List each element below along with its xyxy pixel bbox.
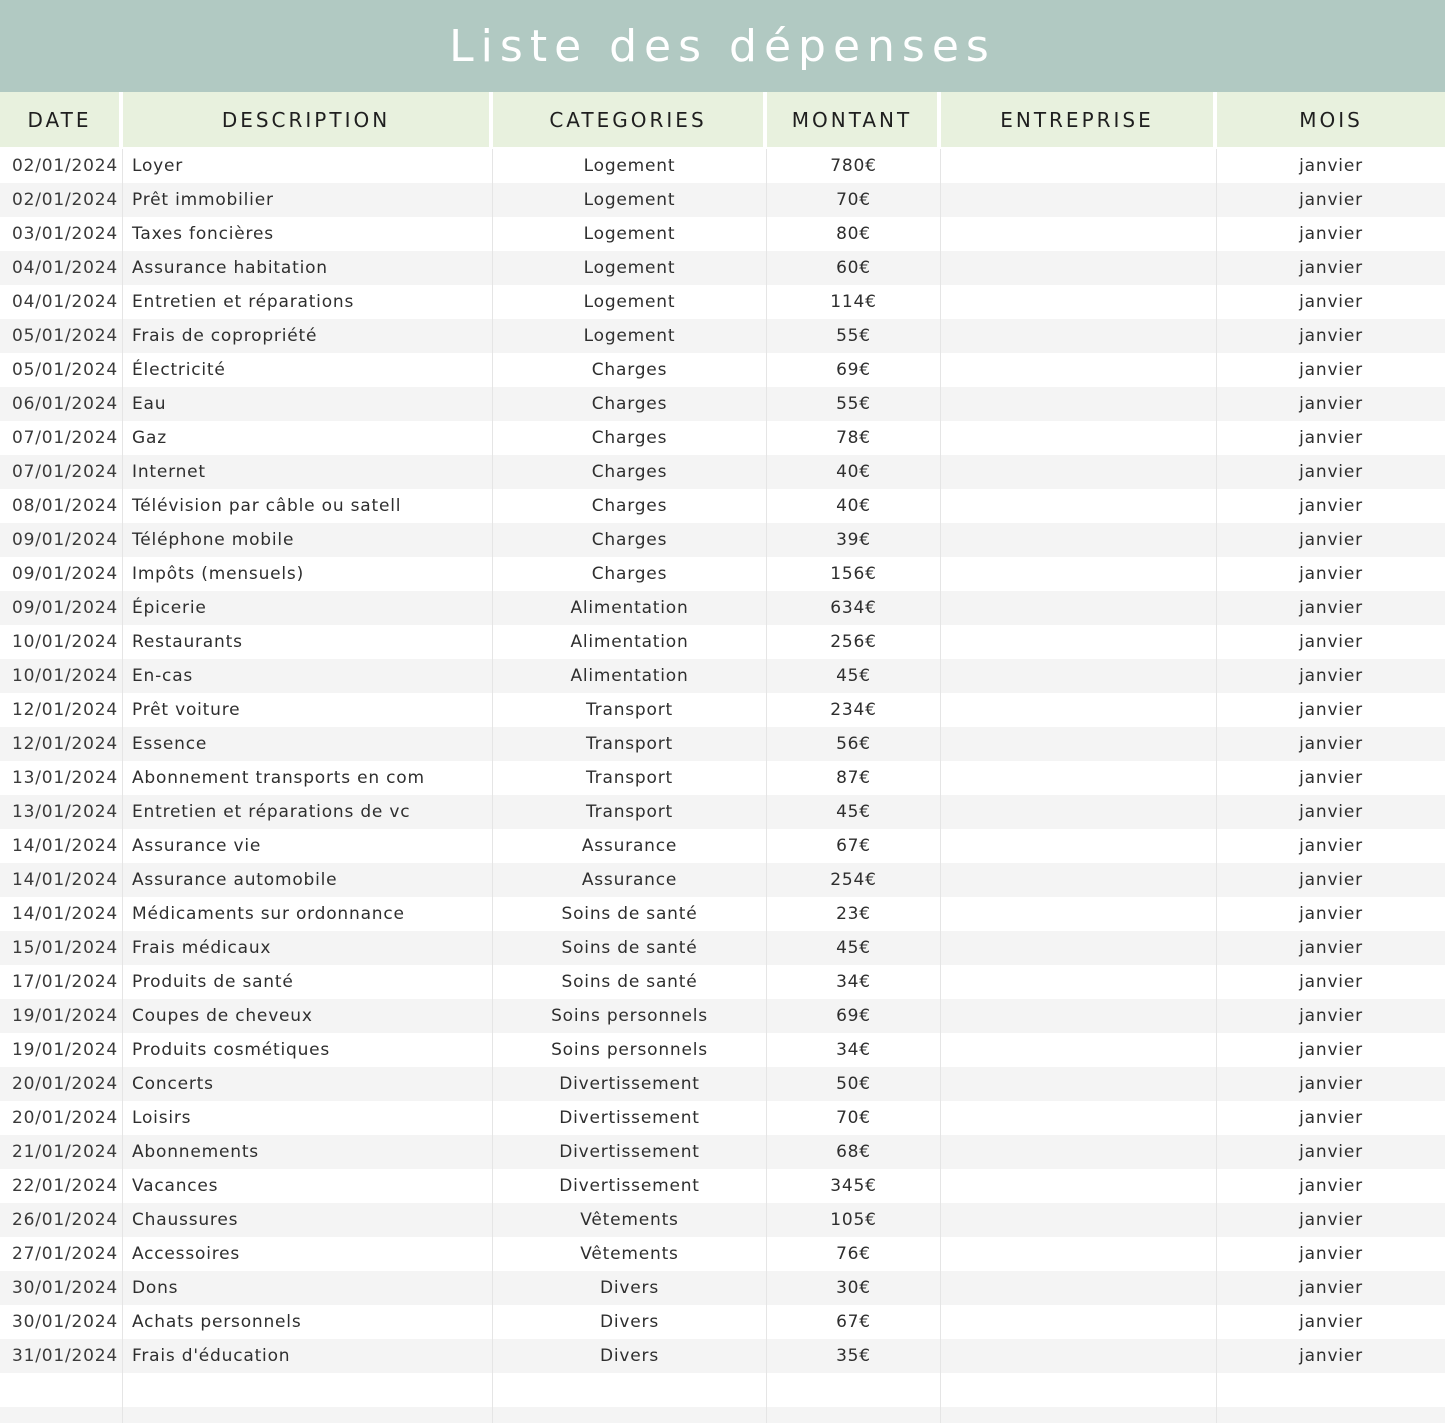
cell-date[interactable]: 12/01/2024 <box>0 727 123 761</box>
cell-company[interactable] <box>941 353 1217 387</box>
cell-date[interactable]: 15/01/2024 <box>0 931 123 965</box>
cell-month[interactable]: janvier <box>1299 1176 1363 1196</box>
table-row <box>0 829 1445 863</box>
cell-company[interactable] <box>941 1067 1217 1101</box>
cell-amount[interactable]: 76€ <box>767 1237 941 1271</box>
cell-date[interactable]: 10/01/2024 <box>0 625 123 659</box>
cell-description[interactable]: Internet <box>123 455 493 489</box>
cell-category[interactable]: Divertissement <box>493 1101 767 1135</box>
table-row <box>0 727 1445 761</box>
cell-description[interactable]: Entretien et réparations de vc <box>123 795 493 829</box>
cell-category[interactable]: Logement <box>493 183 767 217</box>
table-row <box>0 999 1445 1033</box>
cell-category[interactable]: Soins personnels <box>493 999 767 1033</box>
table-row <box>0 1067 1445 1101</box>
cell-category[interactable]: Logement <box>493 285 767 319</box>
cell-date[interactable]: 21/01/2024 <box>0 1135 123 1169</box>
cell-month[interactable]: janvier <box>1299 1210 1363 1230</box>
cell-date[interactable]: 02/01/2024 <box>0 149 123 183</box>
cell-company[interactable] <box>941 727 1217 761</box>
table-row <box>0 1271 1445 1305</box>
cell-amount[interactable]: 55€ <box>767 387 941 421</box>
cell-date[interactable]: 14/01/2024 <box>0 897 123 931</box>
cell-company[interactable] <box>941 149 1217 183</box>
cell-description[interactable]: Frais médicaux <box>123 931 493 965</box>
cell-date[interactable]: 13/01/2024 <box>0 795 123 829</box>
cell-month[interactable]: janvier <box>1299 564 1363 584</box>
cell-description[interactable]: Accessoires <box>123 1237 493 1271</box>
cell-month[interactable]: janvier <box>1299 394 1363 414</box>
cell-category[interactable]: Divers <box>493 1339 767 1373</box>
cell-month[interactable]: janvier <box>1299 836 1363 856</box>
cell-date[interactable]: 09/01/2024 <box>0 557 123 591</box>
cell-month[interactable]: janvier <box>1299 1006 1363 1026</box>
cell-date[interactable]: 08/01/2024 <box>0 489 123 523</box>
cell-company[interactable] <box>941 217 1217 251</box>
cell-date[interactable]: 17/01/2024 <box>0 965 123 999</box>
cell-company[interactable] <box>941 489 1217 523</box>
table-row <box>0 1373 1445 1407</box>
cell-date[interactable] <box>0 1407 123 1423</box>
cell-description[interactable]: Assurance automobile <box>123 863 493 897</box>
cell-amount[interactable]: 69€ <box>767 353 941 387</box>
cell-month[interactable]: janvier <box>1299 462 1363 482</box>
cell-category[interactable]: Logement <box>493 217 767 251</box>
cell-month[interactable]: janvier <box>1299 802 1363 822</box>
title-bar <box>0 0 1445 92</box>
cell-company[interactable] <box>941 1237 1217 1271</box>
cell-amount[interactable]: 67€ <box>767 829 941 863</box>
cell-month[interactable]: janvier <box>1299 1108 1363 1128</box>
cell-description[interactable]: Médicaments sur ordonnance <box>123 897 493 931</box>
cell-company[interactable] <box>941 1033 1217 1067</box>
column-header-categories[interactable]: CATEGORIES <box>493 92 767 147</box>
cell-amount[interactable]: 34€ <box>767 1033 941 1067</box>
cell-amount[interactable]: 234€ <box>767 693 941 727</box>
cell-company[interactable] <box>941 1101 1217 1135</box>
table-row <box>0 1033 1445 1067</box>
cell-company[interactable] <box>941 455 1217 489</box>
cell-category[interactable]: Charges <box>493 523 767 557</box>
cell-category[interactable]: Assurance <box>493 863 767 897</box>
cell-description[interactable]: Entretien et réparations <box>123 285 493 319</box>
table-row <box>0 1237 1445 1271</box>
cell-description[interactable]: Assurance vie <box>123 829 493 863</box>
cell-date[interactable] <box>0 1373 123 1407</box>
cell-amount[interactable]: 40€ <box>767 455 941 489</box>
cell-amount[interactable]: 70€ <box>767 1101 941 1135</box>
table-row <box>0 387 1445 421</box>
table-row <box>0 625 1445 659</box>
column-header-mois[interactable]: MOIS <box>1217 92 1445 147</box>
cell-amount[interactable]: 55€ <box>767 319 941 353</box>
cell-category[interactable]: Vêtements <box>493 1237 767 1271</box>
table-row <box>0 183 1445 217</box>
table-row <box>0 1305 1445 1339</box>
cell-description[interactable]: Loisirs <box>123 1101 493 1135</box>
cell-category[interactable]: Divertissement <box>493 1169 767 1203</box>
cell-amount[interactable]: 68€ <box>767 1135 941 1169</box>
cell-month[interactable]: janvier <box>1299 1142 1363 1162</box>
cell-amount[interactable]: 105€ <box>767 1203 941 1237</box>
cell-amount[interactable]: 70€ <box>767 183 941 217</box>
cell-description[interactable]: Électricité <box>123 353 493 387</box>
cell-amount[interactable] <box>767 1407 941 1423</box>
cell-category[interactable]: Divertissement <box>493 1135 767 1169</box>
cell-month[interactable]: janvier <box>1299 224 1363 244</box>
table-row <box>0 1203 1445 1237</box>
cell-amount[interactable]: 45€ <box>767 931 941 965</box>
cell-company[interactable] <box>941 1203 1217 1237</box>
cell-month[interactable]: janvier <box>1299 360 1363 380</box>
cell-company[interactable] <box>941 795 1217 829</box>
cell-date[interactable]: 10/01/2024 <box>0 659 123 693</box>
cell-month[interactable]: janvier <box>1299 632 1363 652</box>
cell-company[interactable] <box>941 863 1217 897</box>
cell-description[interactable]: Dons <box>123 1271 493 1305</box>
cell-month[interactable]: janvier <box>1299 938 1363 958</box>
cell-category[interactable]: Charges <box>493 353 767 387</box>
cell-category[interactable]: Vêtements <box>493 1203 767 1237</box>
cell-month[interactable]: janvier <box>1299 972 1363 992</box>
cell-category[interactable]: Alimentation <box>493 625 767 659</box>
cell-description[interactable]: Télévision par câble ou satell <box>123 489 493 523</box>
cell-category[interactable]: Transport <box>493 761 767 795</box>
table-row <box>0 489 1445 523</box>
cell-date[interactable]: 06/01/2024 <box>0 387 123 421</box>
cell-category[interactable]: Soins de santé <box>493 897 767 931</box>
cell-category[interactable]: Logement <box>493 251 767 285</box>
cell-category[interactable]: Soins de santé <box>493 965 767 999</box>
cell-amount[interactable]: 78€ <box>767 421 941 455</box>
cell-date[interactable]: 09/01/2024 <box>0 523 123 557</box>
table-row <box>0 319 1445 353</box>
cell-amount[interactable]: 39€ <box>767 523 941 557</box>
cell-description[interactable]: Abonnements <box>123 1135 493 1169</box>
cell-category[interactable]: Charges <box>493 455 767 489</box>
cell-company[interactable] <box>941 693 1217 727</box>
table-row <box>0 659 1445 693</box>
cell-company[interactable] <box>941 999 1217 1033</box>
cell-amount[interactable]: 254€ <box>767 863 941 897</box>
cell-company[interactable] <box>941 1407 1217 1423</box>
cell-description[interactable]: Gaz <box>123 421 493 455</box>
cell-category[interactable]: Divers <box>493 1271 767 1305</box>
cell-company[interactable] <box>941 965 1217 999</box>
cell-month[interactable]: janvier <box>1299 1040 1363 1060</box>
cell-month[interactable]: janvier <box>1299 292 1363 312</box>
cell-company[interactable] <box>941 829 1217 863</box>
table-row <box>0 863 1445 897</box>
cell-company[interactable] <box>941 659 1217 693</box>
cell-amount[interactable]: 256€ <box>767 625 941 659</box>
cell-month[interactable]: janvier <box>1299 326 1363 346</box>
cell-month[interactable]: janvier <box>1299 156 1363 176</box>
cell-date[interactable]: 20/01/2024 <box>0 1101 123 1135</box>
cell-category[interactable]: Charges <box>493 489 767 523</box>
cell-description[interactable]: Produits cosmétiques <box>123 1033 493 1067</box>
table-row <box>0 149 1445 183</box>
cell-category[interactable]: Transport <box>493 727 767 761</box>
cell-amount[interactable]: 45€ <box>767 659 941 693</box>
cell-company[interactable] <box>941 421 1217 455</box>
cell-amount[interactable]: 69€ <box>767 999 941 1033</box>
cell-description[interactable]: Abonnement transports en com <box>123 761 493 795</box>
cell-amount[interactable]: 50€ <box>767 1067 941 1101</box>
cell-description[interactable]: Vacances <box>123 1169 493 1203</box>
cell-amount[interactable] <box>767 1373 941 1407</box>
cell-date[interactable]: 31/01/2024 <box>0 1339 123 1373</box>
page-title: Liste des dépenses <box>449 20 996 72</box>
cell-date[interactable]: 30/01/2024 <box>0 1271 123 1305</box>
cell-amount[interactable]: 87€ <box>767 761 941 795</box>
table-row <box>0 1339 1445 1373</box>
cell-amount[interactable]: 34€ <box>767 965 941 999</box>
cell-category[interactable]: Charges <box>493 557 767 591</box>
cell-description[interactable]: Essence <box>123 727 493 761</box>
expense-table-body <box>0 149 1445 1423</box>
cell-date[interactable]: 07/01/2024 <box>0 455 123 489</box>
cell-category[interactable] <box>493 1373 767 1407</box>
cell-company[interactable] <box>941 1373 1217 1407</box>
column-header-description[interactable]: DESCRIPTION <box>123 92 493 147</box>
cell-amount[interactable]: 345€ <box>767 1169 941 1203</box>
cell-company[interactable] <box>941 625 1217 659</box>
cell-description[interactable]: Achats personnels <box>123 1305 493 1339</box>
cell-amount[interactable]: 23€ <box>767 897 941 931</box>
cell-description[interactable]: Chaussures <box>123 1203 493 1237</box>
cell-description[interactable] <box>123 1373 493 1407</box>
cell-description[interactable]: Coupes de cheveux <box>123 999 493 1033</box>
cell-category[interactable]: Transport <box>493 693 767 727</box>
table-row <box>0 251 1445 285</box>
cell-category[interactable]: Alimentation <box>493 591 767 625</box>
cell-category[interactable]: Transport <box>493 795 767 829</box>
cell-month[interactable]: janvier <box>1299 904 1363 924</box>
cell-company[interactable] <box>941 1305 1217 1339</box>
cell-date[interactable]: 22/01/2024 <box>0 1169 123 1203</box>
cell-company[interactable] <box>941 557 1217 591</box>
cell-company[interactable] <box>941 1169 1217 1203</box>
table-row <box>0 421 1445 455</box>
cell-description[interactable] <box>123 1407 493 1423</box>
cell-description[interactable]: Prêt voiture <box>123 693 493 727</box>
cell-category[interactable]: Logement <box>493 149 767 183</box>
cell-date[interactable]: 26/01/2024 <box>0 1203 123 1237</box>
cell-month[interactable]: janvier <box>1299 258 1363 278</box>
cell-month[interactable]: janvier <box>1299 1074 1363 1094</box>
cell-description[interactable]: Assurance habitation <box>123 251 493 285</box>
table-row <box>0 523 1445 557</box>
cell-amount[interactable]: 35€ <box>767 1339 941 1373</box>
cell-category[interactable]: Charges <box>493 421 767 455</box>
cell-description[interactable]: Loyer <box>123 149 493 183</box>
cell-company[interactable] <box>941 251 1217 285</box>
cell-category[interactable]: Divers <box>493 1305 767 1339</box>
cell-description[interactable]: Restaurants <box>123 625 493 659</box>
table-row <box>0 455 1445 489</box>
cell-company[interactable] <box>941 1271 1217 1305</box>
cell-month[interactable]: janvier <box>1299 1312 1363 1332</box>
cell-date[interactable]: 19/01/2024 <box>0 999 123 1033</box>
cell-company[interactable] <box>941 1339 1217 1373</box>
cell-date[interactable]: 14/01/2024 <box>0 863 123 897</box>
cell-date[interactable]: 02/01/2024 <box>0 183 123 217</box>
cell-company[interactable] <box>941 1135 1217 1169</box>
cell-amount[interactable]: 30€ <box>767 1271 941 1305</box>
cell-category[interactable]: Soins personnels <box>493 1033 767 1067</box>
cell-description[interactable]: Frais d'éducation <box>123 1339 493 1373</box>
column-header-date[interactable]: DATE <box>0 92 123 147</box>
cell-month[interactable]: janvier <box>1299 666 1363 686</box>
cell-date[interactable]: 05/01/2024 <box>0 353 123 387</box>
cell-month[interactable]: janvier <box>1299 190 1363 210</box>
cell-amount[interactable]: 45€ <box>767 795 941 829</box>
cell-description[interactable]: Taxes foncières <box>123 217 493 251</box>
cell-month[interactable]: janvier <box>1299 700 1363 720</box>
cell-company[interactable] <box>941 761 1217 795</box>
table-row <box>0 897 1445 931</box>
cell-description[interactable]: Impôts (mensuels) <box>123 557 493 591</box>
table-row <box>0 965 1445 999</box>
cell-month[interactable]: janvier <box>1299 870 1363 890</box>
cell-month[interactable]: janvier <box>1299 1244 1363 1264</box>
cell-date[interactable]: 20/01/2024 <box>0 1067 123 1101</box>
cell-category[interactable] <box>493 1407 767 1423</box>
table-row <box>0 1169 1445 1203</box>
cell-date[interactable]: 14/01/2024 <box>0 829 123 863</box>
cell-description[interactable]: En-cas <box>123 659 493 693</box>
cell-category[interactable]: Soins de santé <box>493 931 767 965</box>
cell-category[interactable]: Divertissement <box>493 1067 767 1101</box>
column-header-montant[interactable]: MONTANT <box>767 92 941 147</box>
table-row <box>0 761 1445 795</box>
cell-date[interactable]: 04/01/2024 <box>0 251 123 285</box>
cell-company[interactable] <box>941 387 1217 421</box>
cell-amount[interactable]: 40€ <box>767 489 941 523</box>
cell-category[interactable]: Assurance <box>493 829 767 863</box>
table-row <box>0 285 1445 319</box>
table-row <box>0 1407 1445 1423</box>
cell-amount[interactable]: 60€ <box>767 251 941 285</box>
cell-category[interactable]: Charges <box>493 387 767 421</box>
cell-date[interactable]: 09/01/2024 <box>0 591 123 625</box>
cell-amount[interactable]: 56€ <box>767 727 941 761</box>
cell-date[interactable]: 12/01/2024 <box>0 693 123 727</box>
cell-month[interactable]: janvier <box>1299 428 1363 448</box>
cell-amount[interactable]: 114€ <box>767 285 941 319</box>
table-row <box>0 557 1445 591</box>
cell-description[interactable]: Produits de santé <box>123 965 493 999</box>
cell-month[interactable]: janvier <box>1299 496 1363 516</box>
cell-amount[interactable]: 80€ <box>767 217 941 251</box>
cell-company[interactable] <box>941 591 1217 625</box>
table-row <box>0 591 1445 625</box>
cell-description[interactable]: Eau <box>123 387 493 421</box>
table-header <box>0 92 1445 149</box>
cell-category[interactable]: Alimentation <box>493 659 767 693</box>
cell-description[interactable]: Épicerie <box>123 591 493 625</box>
cell-month[interactable] <box>1217 1407 1445 1423</box>
cell-description[interactable]: Téléphone mobile <box>123 523 493 557</box>
cell-company[interactable] <box>941 183 1217 217</box>
table-row <box>0 353 1445 387</box>
cell-date[interactable]: 13/01/2024 <box>0 761 123 795</box>
cell-company[interactable] <box>941 897 1217 931</box>
cell-month[interactable]: janvier <box>1299 1278 1363 1298</box>
table-row <box>0 1135 1445 1169</box>
cell-date[interactable]: 07/01/2024 <box>0 421 123 455</box>
table-row <box>0 795 1445 829</box>
cell-amount[interactable]: 156€ <box>767 557 941 591</box>
cell-date[interactable]: 03/01/2024 <box>0 217 123 251</box>
cell-company[interactable] <box>941 931 1217 965</box>
cell-month[interactable]: janvier <box>1299 598 1363 618</box>
cell-date[interactable]: 19/01/2024 <box>0 1033 123 1067</box>
cell-description[interactable]: Concerts <box>123 1067 493 1101</box>
cell-month[interactable]: janvier <box>1299 734 1363 754</box>
cell-description[interactable]: Prêt immobilier <box>123 183 493 217</box>
cell-company[interactable] <box>941 285 1217 319</box>
cell-company[interactable] <box>941 523 1217 557</box>
cell-month[interactable]: janvier <box>1299 530 1363 550</box>
cell-amount[interactable]: 67€ <box>767 1305 941 1339</box>
cell-date[interactable]: 05/01/2024 <box>0 319 123 353</box>
table-row <box>0 693 1445 727</box>
cell-category[interactable]: Logement <box>493 319 767 353</box>
cell-month[interactable]: janvier <box>1299 768 1363 788</box>
cell-amount[interactable]: 634€ <box>767 591 941 625</box>
cell-description[interactable]: Frais de copropriété <box>123 319 493 353</box>
table-row <box>0 1101 1445 1135</box>
cell-month[interactable] <box>1217 1373 1445 1407</box>
table-row <box>0 931 1445 965</box>
cell-date[interactable]: 30/01/2024 <box>0 1305 123 1339</box>
cell-date[interactable]: 04/01/2024 <box>0 285 123 319</box>
cell-company[interactable] <box>941 319 1217 353</box>
cell-amount[interactable]: 780€ <box>767 149 941 183</box>
table-row <box>0 217 1445 251</box>
column-header-entreprise[interactable]: ENTREPRISE <box>941 92 1217 147</box>
cell-month[interactable]: janvier <box>1299 1346 1363 1366</box>
cell-date[interactable]: 27/01/2024 <box>0 1237 123 1271</box>
